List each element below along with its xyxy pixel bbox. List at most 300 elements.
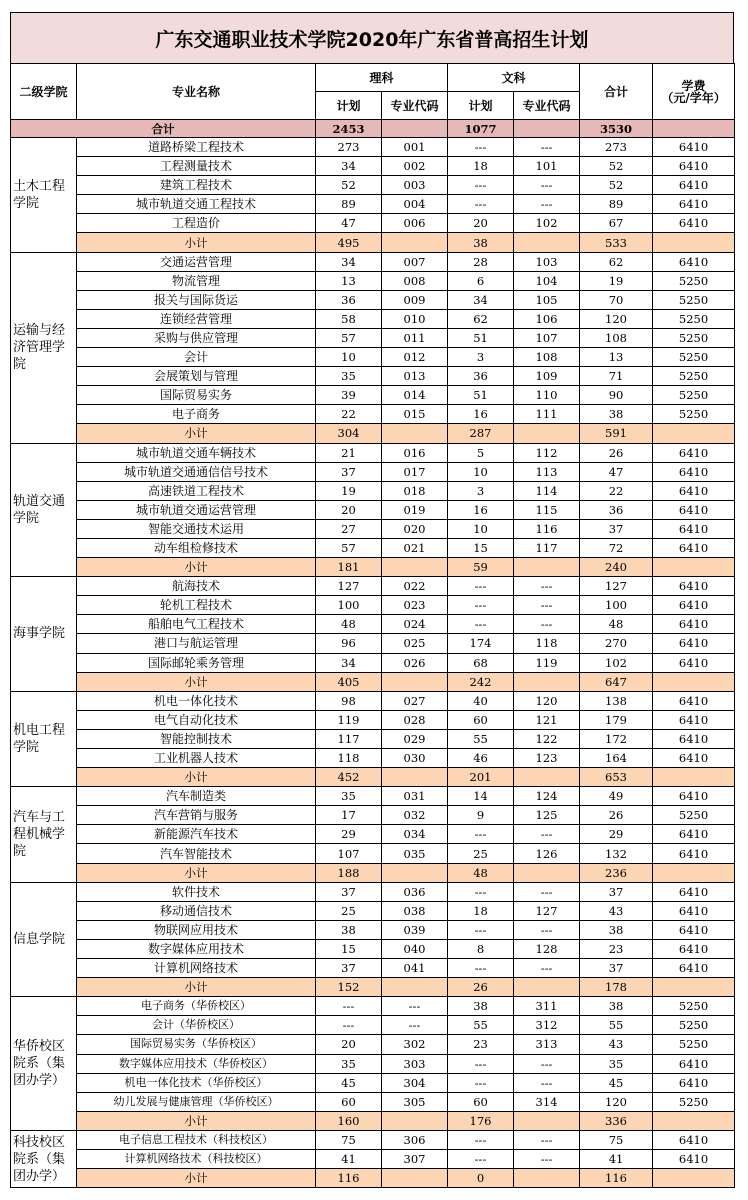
tuition-fee: 5250 bbox=[653, 328, 735, 347]
total-plan: 36 bbox=[580, 500, 653, 519]
subtotal-total: 116 bbox=[580, 1169, 653, 1188]
sci-plan: 57 bbox=[316, 328, 382, 347]
tuition-fee: 5250 bbox=[653, 997, 735, 1016]
table-row bbox=[11, 519, 735, 538]
total-plan: 37 bbox=[580, 959, 653, 978]
tuition-fee: 5250 bbox=[653, 386, 735, 405]
header-fee-unit: （元/学年） bbox=[661, 90, 726, 105]
major-name: 国际邮轮乘务管理 bbox=[77, 653, 316, 672]
sci-plan: 25 bbox=[316, 901, 382, 920]
arts-code: 108 bbox=[514, 348, 580, 367]
subtotal-sci-code bbox=[382, 558, 448, 577]
subtotal-label: 小计 bbox=[77, 863, 316, 882]
subtotal-arts: 59 bbox=[448, 558, 514, 577]
total-plan: 120 bbox=[580, 309, 653, 328]
subtotal-sci-code bbox=[382, 672, 448, 691]
sci-code: --- bbox=[382, 1016, 448, 1035]
sci-plan: 38 bbox=[316, 920, 382, 939]
arts-code: 104 bbox=[514, 271, 580, 290]
tuition-fee: 6410 bbox=[653, 710, 735, 729]
table-row bbox=[11, 920, 735, 939]
arts-code: 311 bbox=[514, 997, 580, 1016]
tuition-fee: 5250 bbox=[653, 806, 735, 825]
arts-plan: 68 bbox=[448, 653, 514, 672]
arts-plan: 28 bbox=[448, 252, 514, 271]
total-plan: 52 bbox=[580, 176, 653, 195]
sci-code: 032 bbox=[382, 806, 448, 825]
subtotal-label: 小计 bbox=[77, 558, 316, 577]
sci-code: 023 bbox=[382, 596, 448, 615]
table-row bbox=[11, 500, 735, 519]
table-row bbox=[11, 844, 735, 863]
arts-code: 117 bbox=[514, 538, 580, 557]
arts-plan: 62 bbox=[448, 309, 514, 328]
subtotal-total: 647 bbox=[580, 672, 653, 691]
major-name: 汽车智能技术 bbox=[77, 844, 316, 863]
total-plan: 270 bbox=[580, 634, 653, 653]
sci-plan: 98 bbox=[316, 691, 382, 710]
tuition-fee: 6410 bbox=[653, 1054, 735, 1073]
total-plan: 26 bbox=[580, 443, 653, 462]
subtotal-fee bbox=[653, 424, 735, 443]
arts-code: 113 bbox=[514, 462, 580, 481]
major-name: 交通运营管理 bbox=[77, 252, 316, 271]
arts-code: 103 bbox=[514, 252, 580, 271]
grand-total-all: 3530 bbox=[580, 120, 653, 138]
tuition-fee: 6410 bbox=[653, 519, 735, 538]
major-name: 移动通信技术 bbox=[77, 901, 316, 920]
arts-code: 115 bbox=[514, 500, 580, 519]
arts-code: 110 bbox=[514, 386, 580, 405]
major-name: 报关与国际货运 bbox=[77, 290, 316, 309]
total-plan: 172 bbox=[580, 729, 653, 748]
sci-code: 002 bbox=[382, 157, 448, 176]
subtotal-sci-code bbox=[382, 978, 448, 997]
major-name: 新能源汽车技术 bbox=[77, 825, 316, 844]
arts-code: 107 bbox=[514, 328, 580, 347]
subtotal-total: 591 bbox=[580, 424, 653, 443]
arts-plan: 18 bbox=[448, 157, 514, 176]
sci-plan: 45 bbox=[316, 1073, 382, 1092]
table-row bbox=[11, 1130, 735, 1149]
sci-code: 001 bbox=[382, 138, 448, 157]
arts-code: 102 bbox=[514, 214, 580, 233]
sci-code: 014 bbox=[382, 386, 448, 405]
subtotal-sci: 495 bbox=[316, 233, 382, 252]
arts-plan: 23 bbox=[448, 1035, 514, 1054]
arts-plan: --- bbox=[448, 1130, 514, 1149]
arts-code: 119 bbox=[514, 653, 580, 672]
sci-code: 025 bbox=[382, 634, 448, 653]
sci-code: 031 bbox=[382, 787, 448, 806]
arts-code: 122 bbox=[514, 729, 580, 748]
sci-plan: 117 bbox=[316, 729, 382, 748]
subtotal-arts-code bbox=[514, 1111, 580, 1130]
arts-plan: --- bbox=[448, 1149, 514, 1168]
subtotal-arts-code bbox=[514, 424, 580, 443]
major-name: 轮机工程技术 bbox=[77, 596, 316, 615]
arts-plan: --- bbox=[448, 596, 514, 615]
sci-code: 027 bbox=[382, 691, 448, 710]
total-plan: 89 bbox=[580, 195, 653, 214]
major-name: 数字媒体应用技术 bbox=[77, 939, 316, 958]
dept-name: 信息学院 bbox=[11, 882, 77, 997]
arts-code: 127 bbox=[514, 901, 580, 920]
subtotal-row bbox=[11, 768, 735, 787]
sci-plan: 35 bbox=[316, 367, 382, 386]
total-plan: 132 bbox=[580, 844, 653, 863]
arts-plan: 9 bbox=[448, 806, 514, 825]
tuition-fee: 6410 bbox=[653, 1073, 735, 1092]
sci-plan: 52 bbox=[316, 176, 382, 195]
arts-code: --- bbox=[514, 577, 580, 596]
table-row bbox=[11, 386, 735, 405]
arts-plan: 34 bbox=[448, 290, 514, 309]
table-row bbox=[11, 1149, 735, 1168]
arts-code: 126 bbox=[514, 844, 580, 863]
sci-plan: 21 bbox=[316, 443, 382, 462]
arts-plan: --- bbox=[448, 615, 514, 634]
table-row bbox=[11, 997, 735, 1016]
major-name: 汽车制造类 bbox=[77, 787, 316, 806]
subtotal-sci: 304 bbox=[316, 424, 382, 443]
major-name: 城市轨道交通运营管理 bbox=[77, 500, 316, 519]
sci-plan: 100 bbox=[316, 596, 382, 615]
arts-plan: 18 bbox=[448, 901, 514, 920]
subtotal-sci: 405 bbox=[316, 672, 382, 691]
dept-name: 海事学院 bbox=[11, 577, 77, 692]
table-row bbox=[11, 1073, 735, 1092]
table-row bbox=[11, 653, 735, 672]
sci-plan: 34 bbox=[316, 157, 382, 176]
sci-code: 020 bbox=[382, 519, 448, 538]
total-plan: 120 bbox=[580, 1092, 653, 1111]
tuition-fee: 5250 bbox=[653, 309, 735, 328]
tuition-fee: 6410 bbox=[653, 176, 735, 195]
header-dept: 二级学院 bbox=[11, 64, 77, 120]
arts-plan: 36 bbox=[448, 367, 514, 386]
tuition-fee: 6410 bbox=[653, 844, 735, 863]
major-name: 高速铁道工程技术 bbox=[77, 481, 316, 500]
table-row bbox=[11, 729, 735, 748]
subtotal-sci: 116 bbox=[316, 1169, 382, 1188]
major-name: 城市轨道交通通信信号技术 bbox=[77, 462, 316, 481]
table-row bbox=[11, 1092, 735, 1111]
arts-code: 120 bbox=[514, 691, 580, 710]
subtotal-fee bbox=[653, 863, 735, 882]
tuition-fee: 6410 bbox=[653, 214, 735, 233]
sci-code: 307 bbox=[382, 1149, 448, 1168]
dept-name: 轨道交通学院 bbox=[11, 443, 77, 577]
subtotal-arts: 38 bbox=[448, 233, 514, 252]
sci-plan: 60 bbox=[316, 1092, 382, 1111]
subtotal-arts-code bbox=[514, 558, 580, 577]
sci-plan: 10 bbox=[316, 348, 382, 367]
sci-plan: 34 bbox=[316, 252, 382, 271]
arts-code: --- bbox=[514, 1130, 580, 1149]
sci-plan: 47 bbox=[316, 214, 382, 233]
total-plan: 29 bbox=[580, 825, 653, 844]
total-plan: 43 bbox=[580, 1035, 653, 1054]
sci-plan: 22 bbox=[316, 405, 382, 424]
sci-plan: 75 bbox=[316, 1130, 382, 1149]
page-title: 广东交通职业技术学院2020年广东省普高招生计划 bbox=[10, 12, 734, 63]
tuition-fee: 6410 bbox=[653, 615, 735, 634]
major-name: 国际贸易实务 bbox=[77, 386, 316, 405]
major-name: 智能交通技术运用 bbox=[77, 519, 316, 538]
plan-sheet bbox=[10, 12, 734, 1188]
total-plan: 38 bbox=[580, 997, 653, 1016]
sci-plan: 118 bbox=[316, 749, 382, 768]
dept-name: 科技校区院系（集团办学） bbox=[11, 1130, 77, 1187]
subtotal-sci: 181 bbox=[316, 558, 382, 577]
tuition-fee: 6410 bbox=[653, 577, 735, 596]
grand-total-sci: 2453 bbox=[316, 120, 382, 138]
arts-code: 124 bbox=[514, 787, 580, 806]
header-major: 专业名称 bbox=[77, 64, 316, 120]
major-name: 航海技术 bbox=[77, 577, 316, 596]
sci-plan: --- bbox=[316, 1016, 382, 1035]
sci-plan: 127 bbox=[316, 577, 382, 596]
total-plan: 67 bbox=[580, 214, 653, 233]
major-name: 物联网应用技术 bbox=[77, 920, 316, 939]
total-plan: 47 bbox=[580, 462, 653, 481]
total-plan: 23 bbox=[580, 939, 653, 958]
table-row bbox=[11, 176, 735, 195]
sci-plan: 37 bbox=[316, 959, 382, 978]
sci-code: 304 bbox=[382, 1073, 448, 1092]
subtotal-sci-code bbox=[382, 768, 448, 787]
subtotal-sci: 452 bbox=[316, 768, 382, 787]
major-name: 智能控制技术 bbox=[77, 729, 316, 748]
sci-code: 302 bbox=[382, 1035, 448, 1054]
subtotal-total: 240 bbox=[580, 558, 653, 577]
sci-code: 008 bbox=[382, 271, 448, 290]
sci-plan: 15 bbox=[316, 939, 382, 958]
subtotal-fee bbox=[653, 558, 735, 577]
subtotal-arts: 201 bbox=[448, 768, 514, 787]
sci-plan: 96 bbox=[316, 634, 382, 653]
subtotal-sci-code bbox=[382, 1169, 448, 1188]
grand-total-label: 合计 bbox=[11, 120, 316, 138]
subtotal-arts: 48 bbox=[448, 863, 514, 882]
arts-plan: --- bbox=[448, 195, 514, 214]
sci-code: 003 bbox=[382, 176, 448, 195]
arts-code: 111 bbox=[514, 405, 580, 424]
subtotal-sci-code bbox=[382, 1111, 448, 1130]
sci-plan: 41 bbox=[316, 1149, 382, 1168]
arts-plan: 60 bbox=[448, 1092, 514, 1111]
major-name: 会计 bbox=[77, 348, 316, 367]
arts-plan: --- bbox=[448, 959, 514, 978]
dept-name: 运输与经济管理学院 bbox=[11, 252, 77, 443]
arts-code: --- bbox=[514, 959, 580, 978]
total-plan: 48 bbox=[580, 615, 653, 634]
arts-plan: 15 bbox=[448, 538, 514, 557]
subtotal-arts: 26 bbox=[448, 978, 514, 997]
sci-plan: 89 bbox=[316, 195, 382, 214]
total-plan: 45 bbox=[580, 1073, 653, 1092]
tuition-fee: 6410 bbox=[653, 749, 735, 768]
major-name: 物流管理 bbox=[77, 271, 316, 290]
subtotal-sci-code bbox=[382, 233, 448, 252]
subtotal-fee bbox=[653, 978, 735, 997]
tuition-fee: 6410 bbox=[653, 443, 735, 462]
subtotal-total: 533 bbox=[580, 233, 653, 252]
sci-code: 038 bbox=[382, 901, 448, 920]
arts-plan: 38 bbox=[448, 997, 514, 1016]
table-row bbox=[11, 825, 735, 844]
total-plan: 55 bbox=[580, 1016, 653, 1035]
sci-code: 024 bbox=[382, 615, 448, 634]
dept-name: 土木工程学院 bbox=[11, 138, 77, 253]
tuition-fee: 6410 bbox=[653, 901, 735, 920]
subtotal-arts-code bbox=[514, 233, 580, 252]
arts-plan: --- bbox=[448, 882, 514, 901]
sci-plan: 35 bbox=[316, 1054, 382, 1073]
major-name: 会展策划与管理 bbox=[77, 367, 316, 386]
arts-plan: 174 bbox=[448, 634, 514, 653]
sci-code: 012 bbox=[382, 348, 448, 367]
major-name: 船舶电气工程技术 bbox=[77, 615, 316, 634]
sci-plan: 39 bbox=[316, 386, 382, 405]
table-row bbox=[11, 901, 735, 920]
tuition-fee: 5250 bbox=[653, 367, 735, 386]
arts-code: --- bbox=[514, 615, 580, 634]
total-plan: 35 bbox=[580, 1054, 653, 1073]
tuition-fee: 6410 bbox=[653, 959, 735, 978]
grand-total-fee bbox=[653, 120, 735, 138]
subtotal-arts-code bbox=[514, 1169, 580, 1188]
major-name: 国际贸易实务（华侨校区） bbox=[77, 1035, 316, 1054]
sci-code: 004 bbox=[382, 195, 448, 214]
subtotal-row bbox=[11, 672, 735, 691]
arts-code: --- bbox=[514, 1149, 580, 1168]
arts-code: --- bbox=[514, 825, 580, 844]
arts-code: 123 bbox=[514, 749, 580, 768]
total-plan: 100 bbox=[580, 596, 653, 615]
sci-code: 022 bbox=[382, 577, 448, 596]
sci-code: 035 bbox=[382, 844, 448, 863]
table-row bbox=[11, 309, 735, 328]
arts-code: 101 bbox=[514, 157, 580, 176]
tuition-fee: 6410 bbox=[653, 157, 735, 176]
tuition-fee: 6410 bbox=[653, 691, 735, 710]
header-fee-label: 学费 bbox=[681, 78, 706, 93]
table-row bbox=[11, 290, 735, 309]
total-plan: 108 bbox=[580, 328, 653, 347]
sci-code: 036 bbox=[382, 882, 448, 901]
arts-code: --- bbox=[514, 882, 580, 901]
tuition-fee: 6410 bbox=[653, 1149, 735, 1168]
tuition-fee: 6410 bbox=[653, 481, 735, 500]
arts-plan: 3 bbox=[448, 348, 514, 367]
arts-plan: 16 bbox=[448, 405, 514, 424]
subtotal-row bbox=[11, 863, 735, 882]
subtotal-fee bbox=[653, 768, 735, 787]
arts-plan: 55 bbox=[448, 1016, 514, 1035]
subtotal-total: 653 bbox=[580, 768, 653, 787]
table-row bbox=[11, 157, 735, 176]
total-plan: 62 bbox=[580, 252, 653, 271]
arts-plan: 51 bbox=[448, 328, 514, 347]
total-plan: 138 bbox=[580, 691, 653, 710]
tuition-fee: 6410 bbox=[653, 500, 735, 519]
major-name: 幼儿发展与健康管理（华侨校区） bbox=[77, 1092, 316, 1111]
subtotal-arts-code bbox=[514, 768, 580, 787]
header-sci-plan: 计划 bbox=[316, 92, 382, 120]
arts-plan: 46 bbox=[448, 749, 514, 768]
header-sci-code: 专业代码 bbox=[382, 92, 448, 120]
header-total: 合计 bbox=[580, 64, 653, 120]
sci-code: 029 bbox=[382, 729, 448, 748]
tuition-fee: 6410 bbox=[653, 462, 735, 481]
tuition-fee: 6410 bbox=[653, 596, 735, 615]
subtotal-arts: 0 bbox=[448, 1169, 514, 1188]
total-plan: 90 bbox=[580, 386, 653, 405]
subtotal-total: 236 bbox=[580, 863, 653, 882]
total-plan: 49 bbox=[580, 787, 653, 806]
arts-plan: 60 bbox=[448, 710, 514, 729]
major-name: 城市轨道交通车辆技术 bbox=[77, 443, 316, 462]
arts-code: 105 bbox=[514, 290, 580, 309]
sci-plan: 13 bbox=[316, 271, 382, 290]
major-name: 机电一体化技术 bbox=[77, 691, 316, 710]
arts-plan: 10 bbox=[448, 519, 514, 538]
subtotal-arts-code bbox=[514, 672, 580, 691]
header-arts: 文科 bbox=[448, 64, 580, 92]
sci-code: 011 bbox=[382, 328, 448, 347]
arts-plan: 55 bbox=[448, 729, 514, 748]
sci-code: 006 bbox=[382, 214, 448, 233]
tuition-fee: 6410 bbox=[653, 920, 735, 939]
major-name: 汽车营销与服务 bbox=[77, 806, 316, 825]
subtotal-fee bbox=[653, 1169, 735, 1188]
grand-total-row bbox=[11, 120, 735, 138]
arts-code: 121 bbox=[514, 710, 580, 729]
table-row bbox=[11, 348, 735, 367]
tuition-fee: 6410 bbox=[653, 195, 735, 214]
arts-plan: 8 bbox=[448, 939, 514, 958]
total-plan: 38 bbox=[580, 920, 653, 939]
arts-code: 118 bbox=[514, 634, 580, 653]
sci-code: 016 bbox=[382, 443, 448, 462]
arts-code: 112 bbox=[514, 443, 580, 462]
sci-code: 017 bbox=[382, 462, 448, 481]
major-name: 港口与航运管理 bbox=[77, 634, 316, 653]
tuition-fee: 6410 bbox=[653, 1130, 735, 1149]
header-fee bbox=[653, 64, 735, 120]
sci-plan: 119 bbox=[316, 710, 382, 729]
subtotal-sci-code bbox=[382, 863, 448, 882]
tuition-fee: 6410 bbox=[653, 538, 735, 557]
total-plan: 37 bbox=[580, 882, 653, 901]
total-plan: 22 bbox=[580, 481, 653, 500]
subtotal-arts-code bbox=[514, 978, 580, 997]
sci-code: 040 bbox=[382, 939, 448, 958]
sci-code: 305 bbox=[382, 1092, 448, 1111]
total-plan: 71 bbox=[580, 367, 653, 386]
major-name: 城市轨道交通工程技术 bbox=[77, 195, 316, 214]
header-arts-code: 专业代码 bbox=[514, 92, 580, 120]
sci-code: 019 bbox=[382, 500, 448, 519]
tuition-fee: 6410 bbox=[653, 653, 735, 672]
table-row bbox=[11, 882, 735, 901]
sci-plan: 37 bbox=[316, 462, 382, 481]
major-name: 工程造价 bbox=[77, 214, 316, 233]
major-name: 电子商务（华侨校区） bbox=[77, 997, 316, 1016]
subtotal-row bbox=[11, 424, 735, 443]
